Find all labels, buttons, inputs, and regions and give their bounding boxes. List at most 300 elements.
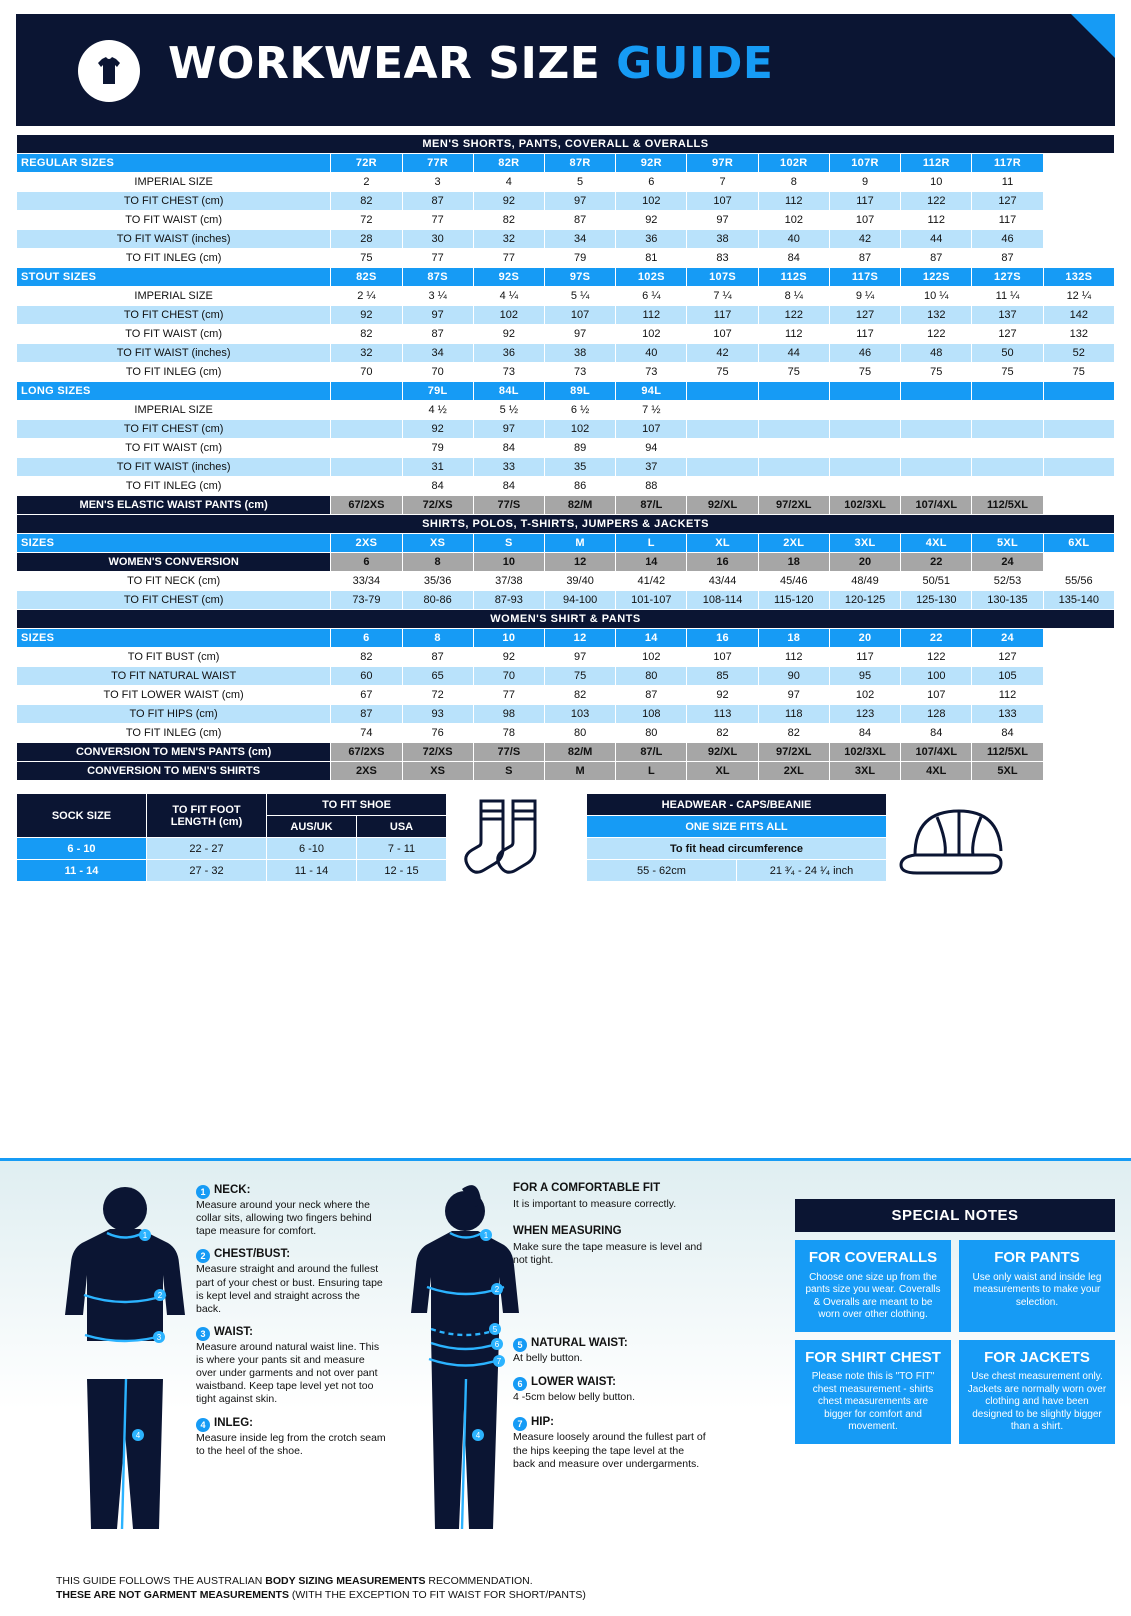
cell: 4	[473, 173, 544, 192]
cell: 3 ¼	[402, 287, 473, 306]
section-title: SHIRTS, POLOS, T-SHIRTS, JUMPERS & JACKETS	[17, 515, 1115, 534]
cell	[972, 382, 1043, 401]
cell	[1043, 553, 1114, 572]
cell: 42	[829, 230, 900, 249]
cell: 112R	[901, 154, 972, 173]
cell: 73	[544, 363, 615, 382]
cell: 90	[758, 667, 829, 686]
note-body: 4 -5cm below belly button.	[513, 1391, 635, 1404]
cell: 92	[473, 325, 544, 344]
table-row	[17, 287, 1115, 306]
shoe-aus-header: AUS/UK	[267, 816, 357, 838]
cell: 97	[687, 211, 758, 230]
cell: 5 ½	[473, 401, 544, 420]
row-label: TO FIT NATURAL WAIST	[17, 667, 331, 686]
fit-note-item	[513, 1181, 703, 1212]
cell	[331, 477, 402, 496]
mens-bottoms-table	[16, 134, 1115, 781]
headwear-inch: 21 ³⁄₄ - 24 ¹⁄₄ inch	[737, 860, 887, 882]
cell: 82	[331, 325, 402, 344]
cell: 107	[687, 192, 758, 211]
cell: 128	[901, 705, 972, 724]
cell: 87R	[544, 154, 615, 173]
note-number: 4	[196, 1418, 210, 1432]
cell: 107	[687, 325, 758, 344]
cell: 82/M	[544, 743, 615, 762]
row-label: CONVERSION TO MEN'S PANTS (cm)	[17, 743, 331, 762]
header-corner-accent	[1071, 14, 1115, 58]
cell	[687, 477, 758, 496]
cell: 102	[616, 648, 687, 667]
cell: 8	[758, 173, 829, 192]
cell	[1043, 724, 1114, 743]
fit-note-body: Make sure the tape measure is level and not tight.	[513, 1240, 703, 1267]
cell: 113	[687, 705, 758, 724]
cell: 10	[901, 173, 972, 192]
cell	[901, 382, 972, 401]
cell: XS	[402, 534, 473, 553]
cell: 50	[972, 344, 1043, 363]
cell: 97	[544, 192, 615, 211]
cell	[1043, 173, 1114, 192]
cell: 142	[1043, 306, 1114, 325]
cell	[829, 458, 900, 477]
note-body: Measure loosely around the fullest part of the hips keeping the tape level at the back and measure over undergarments.	[513, 1431, 706, 1471]
cell: 92S	[473, 268, 544, 287]
cell: 44	[758, 344, 829, 363]
fit-note-body: It is important to measure correctly.	[513, 1197, 677, 1210]
note-item	[513, 1375, 703, 1405]
table-row	[17, 439, 1115, 458]
sock-size-value: 11 - 14	[17, 860, 147, 882]
row-label: TO FIT WAIST (inches)	[17, 458, 331, 477]
cell: 107	[687, 648, 758, 667]
foot-length-value: 27 - 32	[147, 860, 267, 882]
cell: 77R	[402, 154, 473, 173]
page-header	[16, 14, 1115, 126]
cell: 3XL	[829, 534, 900, 553]
cell: 97/2XL	[758, 496, 829, 515]
shoe-usa-value: 12 - 15	[357, 860, 447, 882]
cell	[972, 477, 1043, 496]
row-label: SIZES	[17, 534, 331, 553]
svg-text:6: 6	[494, 1340, 500, 1349]
cell: 84	[972, 724, 1043, 743]
cell: 84	[473, 439, 544, 458]
shoe-aus-value: 6 -10	[267, 838, 357, 860]
cell	[901, 401, 972, 420]
cell: 22	[901, 553, 972, 572]
page-title-main: WORKWEAR SIZE	[168, 38, 617, 89]
cell	[901, 439, 972, 458]
cell	[1043, 249, 1114, 268]
cell: 75	[829, 363, 900, 382]
cell: XS	[402, 762, 473, 781]
cell	[687, 382, 758, 401]
row-label: MEN'S ELASTIC WAIST PANTS (cm)	[17, 496, 331, 515]
cell: 46	[829, 344, 900, 363]
sock-size-header: SOCK SIZE	[17, 794, 147, 838]
table-row	[17, 154, 1115, 173]
size-tables	[16, 134, 1115, 781]
cell: 97S	[544, 268, 615, 287]
table-row	[17, 572, 1115, 591]
cell: 133	[972, 705, 1043, 724]
table-row	[17, 553, 1115, 572]
row-label: TO FIT WAIST (inches)	[17, 344, 331, 363]
row-label: SIZES	[17, 629, 331, 648]
row-label: TO FIT BUST (cm)	[17, 648, 331, 667]
cell: 33	[473, 458, 544, 477]
cell: 5 ¼	[544, 287, 615, 306]
cell: 22	[901, 629, 972, 648]
row-label: TO FIT HIPS (cm)	[17, 705, 331, 724]
cell	[758, 477, 829, 496]
cell	[758, 420, 829, 439]
cell: 112	[616, 306, 687, 325]
cell: 76	[402, 724, 473, 743]
row-label: TO FIT CHEST (cm)	[17, 192, 331, 211]
cell: 6 ¼	[616, 287, 687, 306]
special-note-card	[959, 1240, 1115, 1332]
cell: 36	[616, 230, 687, 249]
cell: 60	[331, 667, 402, 686]
table-row	[17, 382, 1115, 401]
cell: 84	[829, 724, 900, 743]
cell: 6	[331, 629, 402, 648]
cell: 2XL	[758, 534, 829, 553]
special-note-title: FOR JACKETS	[984, 1348, 1090, 1366]
row-label: TO FIT WAIST (inches)	[17, 230, 331, 249]
cell: 24	[972, 629, 1043, 648]
cell: 78	[473, 724, 544, 743]
table-row	[17, 420, 1115, 439]
cell: 112S	[758, 268, 829, 287]
cell: 89L	[544, 382, 615, 401]
page-title-accent: GUIDE	[616, 38, 774, 89]
shoe-usa-value: 7 - 11	[357, 838, 447, 860]
cell: 122	[901, 325, 972, 344]
cell: 82	[687, 724, 758, 743]
table-row	[17, 458, 1115, 477]
special-notes-title: SPECIAL NOTES	[795, 1199, 1115, 1232]
cell: 102	[829, 686, 900, 705]
cell: 40	[616, 344, 687, 363]
cell: 94	[616, 439, 687, 458]
cell: 16	[687, 629, 758, 648]
cell: 5XL	[972, 762, 1043, 781]
special-notes-panel	[795, 1199, 1115, 1444]
section-title: WOMEN'S SHIRT & PANTS	[17, 610, 1115, 629]
row-label: IMPERIAL SIZE	[17, 401, 331, 420]
cell: 82R	[473, 154, 544, 173]
note-item	[196, 1325, 386, 1407]
cell: 117S	[829, 268, 900, 287]
table-row	[587, 860, 887, 882]
cell: 5XL	[972, 534, 1043, 553]
cell: 4 ¼	[473, 287, 544, 306]
cell: 9	[829, 173, 900, 192]
cell: 3XL	[829, 762, 900, 781]
cell: 100	[901, 667, 972, 686]
cell: 72/XS	[402, 496, 473, 515]
cell	[687, 458, 758, 477]
table-row	[17, 401, 1115, 420]
cell	[1043, 629, 1114, 648]
cell: 75	[972, 363, 1043, 382]
cell	[758, 439, 829, 458]
cell: 97	[544, 648, 615, 667]
cell: 67/2XS	[331, 496, 402, 515]
cell: 43/44	[687, 572, 758, 591]
note-body: Measure inside leg from the crotch seam to the heel of the shoe.	[196, 1431, 386, 1457]
cell: 97/2XL	[758, 743, 829, 762]
cell: 70	[402, 363, 473, 382]
cell: 4XL	[901, 762, 972, 781]
table-row	[17, 629, 1115, 648]
cell: 88	[616, 477, 687, 496]
footer-line1-b: BODY SIZING MEASUREMENTS	[265, 1574, 426, 1587]
note-body: Measure around natural waist line. This is where your pants sit and measure over under garments and not over pant waistband. Keep tape level yet not too tight against skin.	[196, 1340, 380, 1406]
cell: 102	[616, 325, 687, 344]
cell: 75	[1043, 363, 1114, 382]
special-note-title: FOR SHIRT CHEST	[805, 1348, 941, 1366]
cell: 97	[473, 420, 544, 439]
cell: 52	[1043, 344, 1114, 363]
note-number: 3	[196, 1327, 210, 1341]
cell	[1043, 420, 1114, 439]
cell: 16	[687, 553, 758, 572]
cell: 12	[544, 553, 615, 572]
cell: 87/L	[616, 743, 687, 762]
cell	[829, 382, 900, 401]
cell: 80	[616, 667, 687, 686]
table-row	[17, 344, 1115, 363]
cell: 48	[901, 344, 972, 363]
row-label: IMPERIAL SIZE	[17, 287, 331, 306]
cell: 24	[972, 553, 1043, 572]
cell: 85	[687, 667, 758, 686]
cell: 42	[687, 344, 758, 363]
cell: 93	[402, 705, 473, 724]
note-number: 6	[513, 1377, 527, 1391]
cell: 5	[544, 173, 615, 192]
cell	[1043, 705, 1114, 724]
section-title-row	[17, 135, 1115, 154]
cell: 87	[402, 325, 473, 344]
cell: 127	[972, 325, 1043, 344]
cell: 97	[402, 306, 473, 325]
cell: 38	[687, 230, 758, 249]
cell: 108	[616, 705, 687, 724]
cell: 72	[331, 211, 402, 230]
table-row	[17, 743, 1115, 762]
cell: 125-130	[901, 591, 972, 610]
cell: 92	[402, 420, 473, 439]
cell	[758, 382, 829, 401]
cell: S	[473, 534, 544, 553]
cell: 122	[901, 648, 972, 667]
cell: 6	[616, 173, 687, 192]
row-label: REGULAR SIZES	[17, 154, 331, 173]
cell: 79	[402, 439, 473, 458]
table-row	[17, 268, 1115, 287]
svg-text:7: 7	[496, 1357, 502, 1366]
cell: 87	[972, 249, 1043, 268]
cell: 72	[402, 686, 473, 705]
cell: 87	[331, 705, 402, 724]
note-number: 1	[196, 1185, 210, 1199]
special-note-title: FOR COVERALLS	[808, 1249, 938, 1266]
cell: 8 ¼	[758, 287, 829, 306]
cell: 77	[402, 211, 473, 230]
note-title: NATURAL WAIST:	[531, 1336, 628, 1349]
cell: 45/46	[758, 572, 829, 591]
cell: 105	[972, 667, 1043, 686]
cell: 82	[544, 686, 615, 705]
svg-text:2: 2	[494, 1285, 500, 1294]
cell: 92	[616, 211, 687, 230]
cell: 4XL	[901, 534, 972, 553]
cell	[1043, 762, 1114, 781]
cell: 97	[758, 686, 829, 705]
cell: 102	[616, 192, 687, 211]
svg-text:2: 2	[157, 1291, 163, 1300]
cell: L	[616, 534, 687, 553]
cell: 3	[402, 173, 473, 192]
cell	[1043, 211, 1114, 230]
cell	[972, 401, 1043, 420]
cell: 67	[331, 686, 402, 705]
female-figure-illustration	[400, 1183, 530, 1546]
fit-note-item	[513, 1224, 703, 1268]
cell: 97	[544, 325, 615, 344]
cell: 102R	[758, 154, 829, 173]
note-item	[196, 1247, 386, 1316]
cell	[1043, 382, 1114, 401]
table-row	[17, 724, 1115, 743]
cell: 115-120	[758, 591, 829, 610]
cell: 123	[829, 705, 900, 724]
note-body: Measure around your neck where the collar sits, allowing two fingers behind tape measure for comfort.	[196, 1199, 372, 1238]
shoe-aus-value: 11 - 14	[267, 860, 357, 882]
footer-line1-a: THIS GUIDE FOLLOWS THE AUSTRALIAN	[56, 1574, 266, 1587]
cell: 39/40	[544, 572, 615, 591]
cell: 46	[972, 230, 1043, 249]
headwear-fit-label: To fit head circumference	[587, 838, 887, 860]
cell: 31	[402, 458, 473, 477]
cell: 77	[473, 686, 544, 705]
row-label: TO FIT NECK (cm)	[17, 572, 331, 591]
cell: 94L	[616, 382, 687, 401]
cell	[901, 477, 972, 496]
row-label: TO FIT INLEG (cm)	[17, 477, 331, 496]
cell: 107	[544, 306, 615, 325]
cell: 112	[758, 325, 829, 344]
cell: 72R	[331, 154, 402, 173]
sock-size-value: 6 - 10	[17, 838, 147, 860]
cell: 67/2XS	[331, 743, 402, 762]
cell: 84	[901, 724, 972, 743]
cell	[901, 420, 972, 439]
cell: 80	[544, 724, 615, 743]
row-label: CONVERSION TO MEN'S SHIRTS	[17, 762, 331, 781]
cap-icon	[886, 793, 1036, 883]
cell: 37	[616, 458, 687, 477]
cell: 135-140	[1043, 591, 1114, 610]
cell: 9 ¼	[829, 287, 900, 306]
page-title	[168, 38, 773, 89]
section-title: MEN'S SHORTS, PANTS, COVERALL & OVERALLS	[17, 135, 1115, 154]
cell: 101-107	[616, 591, 687, 610]
cell: 92	[687, 686, 758, 705]
cell: 112	[901, 211, 972, 230]
cell: 127	[829, 306, 900, 325]
cell: 35	[544, 458, 615, 477]
cell: 75	[901, 363, 972, 382]
special-note-body: Please note this is "TO FIT" chest measurement - shirts chest measurements are bigger for comfort and movement.	[811, 1371, 935, 1432]
cell: 107S	[687, 268, 758, 287]
cell: 118	[758, 705, 829, 724]
cell	[1043, 648, 1114, 667]
note-title: HIP:	[531, 1416, 554, 1429]
cell	[829, 439, 900, 458]
cell	[687, 439, 758, 458]
cell	[972, 439, 1043, 458]
cell	[829, 420, 900, 439]
footer-line2-a: THESE ARE NOT GARMENT MEASUREMENTS	[56, 1588, 289, 1601]
special-note-title: FOR PANTS	[994, 1249, 1080, 1266]
cell: 132	[901, 306, 972, 325]
cell: 34	[402, 344, 473, 363]
cell	[758, 401, 829, 420]
note-title: NECK:	[214, 1184, 251, 1196]
cell: 75	[544, 667, 615, 686]
foot-length-header: TO FIT FOOT LENGTH (cm)	[147, 794, 267, 838]
cell: 92R	[616, 154, 687, 173]
cell: 82S	[331, 268, 402, 287]
cell: 34	[544, 230, 615, 249]
cell: 97R	[687, 154, 758, 173]
cell: 87/L	[616, 496, 687, 515]
cell: 127	[972, 192, 1043, 211]
sock-size-table	[16, 793, 446, 882]
fit-note-title: WHEN MEASURING	[513, 1224, 622, 1237]
cell: 79	[544, 249, 615, 268]
cell	[1043, 154, 1114, 173]
cell: 72/XS	[402, 743, 473, 762]
cell: 102/3XL	[829, 496, 900, 515]
cell	[687, 401, 758, 420]
cell: 28	[331, 230, 402, 249]
cell: 73-79	[331, 591, 402, 610]
table-row	[17, 249, 1115, 268]
cell: 94-100	[544, 591, 615, 610]
note-item	[196, 1183, 386, 1238]
cell	[687, 420, 758, 439]
row-label: TO FIT INLEG (cm)	[17, 363, 331, 382]
cell: 117R	[972, 154, 1043, 173]
footer-line2-b: (WITH THE EXCEPTION TO FIT WAIST FOR SHORT/PANTS)	[288, 1588, 586, 1601]
cell: 2XL	[758, 762, 829, 781]
cell: 50/51	[901, 572, 972, 591]
cell: 117	[972, 211, 1043, 230]
cell: 117	[829, 192, 900, 211]
cell: 107R	[829, 154, 900, 173]
cell: 6	[331, 553, 402, 572]
shoe-header: TO FIT SHOE	[267, 794, 447, 816]
cell: 87	[402, 648, 473, 667]
